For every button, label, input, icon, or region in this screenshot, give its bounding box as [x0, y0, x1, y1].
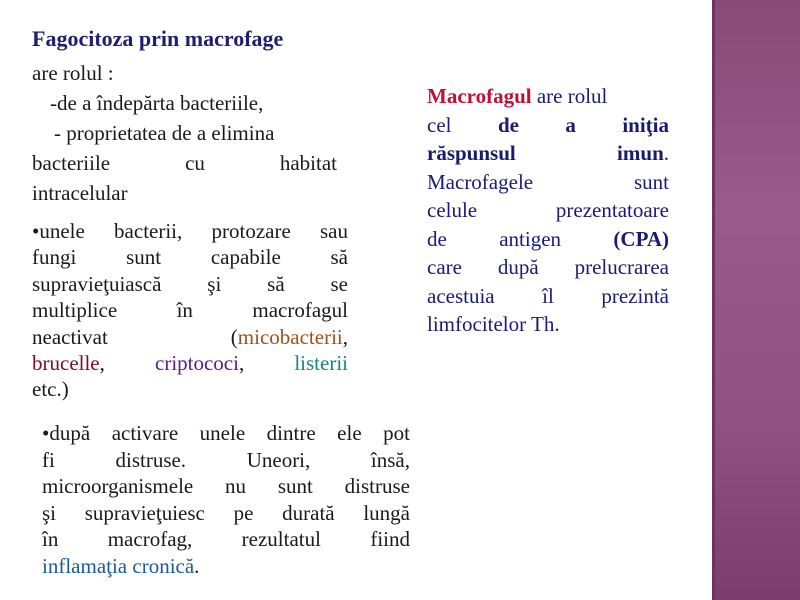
comma: ,	[238, 351, 245, 376]
comma: ,	[342, 324, 348, 349]
right-line5: celule prezentatoare	[427, 198, 669, 222]
paren: (	[230, 324, 238, 349]
right-line7: care după prelucrarea	[427, 255, 669, 279]
comma: ,	[99, 351, 105, 376]
bullet2-line1: •după activare unele dintre ele pot	[42, 421, 410, 445]
bullet1-line4: multiplice în macrofagul	[32, 298, 348, 323]
word: neactivat	[32, 324, 108, 349]
bullet2-line6	[42, 553, 410, 580]
word: de antigen	[427, 226, 562, 251]
cpa-term: (CPA)	[613, 226, 669, 251]
right-line9: limfocitelor Th.	[427, 312, 560, 336]
bullet1-line1: •unele bacterii, protozare sau	[32, 219, 348, 243]
macrofagul-term: Macrofagul	[427, 84, 532, 108]
bullet2-line2: fi distruse. Uneori, însă,	[42, 447, 410, 472]
initiate-term: de a iniţia	[497, 112, 669, 137]
bullet1-line2: fungi sunt capabile să	[32, 245, 348, 270]
text: are rolul	[531, 84, 608, 108]
right-line2	[427, 111, 669, 140]
bullet-activation-block	[42, 420, 410, 580]
word: bacteriile	[32, 151, 111, 175]
criptococi-term: criptococi	[155, 351, 239, 376]
bullet1-line6	[32, 350, 348, 376]
period: .	[194, 553, 200, 578]
item-eliminate-l2	[32, 150, 337, 176]
item-remove-bacteria: -de a îndepărta bacteriile,	[50, 91, 264, 115]
item-eliminate-l3: intracelular	[32, 181, 128, 205]
bullet1-line3: supravieţuiască şi să se	[32, 271, 348, 296]
sidebar-edge	[712, 0, 715, 600]
brucelle-term: brucelle	[32, 351, 100, 376]
right-line1	[427, 82, 669, 111]
bullet1-line5	[32, 324, 348, 350]
listerii-term: listerii	[294, 351, 349, 376]
slide-title: Fagocitoza prin macrofage	[32, 26, 284, 51]
inflamatia-cronica-term: inflamaţia cronică	[42, 553, 195, 578]
bullet-survive-block	[32, 218, 348, 403]
bullet2-line5: în macrofag, rezultatul fiind	[42, 527, 410, 552]
word: habitat	[279, 151, 338, 175]
word: cu	[185, 151, 205, 175]
word: cel	[427, 112, 452, 137]
right-line3	[427, 139, 669, 168]
decorative-sidebar	[712, 0, 800, 600]
right-line6	[427, 225, 669, 254]
item-eliminate-l1: - proprietatea de a elimina	[54, 121, 275, 145]
immune-response-term: răspunsul imun	[427, 141, 664, 165]
intro-text: are rolul :	[32, 61, 114, 85]
micobacterii-term: micobacterii	[237, 324, 343, 349]
bullet2-line4: şi supravieţuiesc pe durată lungă	[42, 500, 410, 525]
bullet1-line7: etc.)	[32, 377, 69, 402]
right-line8: acestuia îl prezintă	[427, 283, 669, 308]
right-line4: Macrofagele sunt	[427, 169, 669, 194]
period: .	[663, 141, 669, 165]
right-column	[427, 82, 669, 339]
left-column-upper	[32, 60, 337, 206]
bullet2-line3: microorganismele nu sunt distruse	[42, 474, 410, 499]
